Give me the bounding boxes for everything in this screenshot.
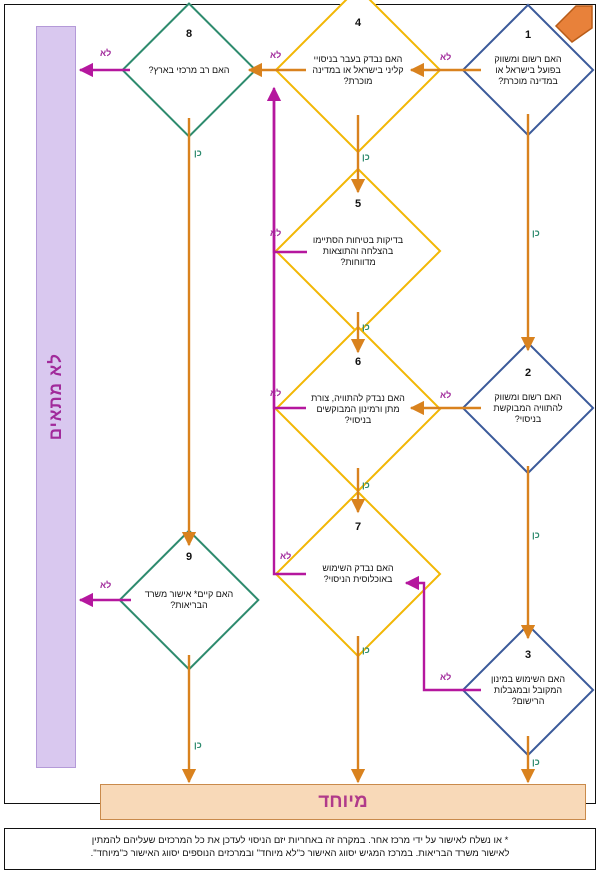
footnote-line-1: * או נשלח לאישור על ידי מרכז אחר. במקרה זה באחריות יזם הניסוי לעדכן את כל המרכזים שעליהם להמתין: [91, 835, 509, 846]
node-label: האם רב מרכזי בארץ?: [148, 64, 230, 75]
decision-node-9[interactable]: [129, 545, 249, 655]
decision-node-2[interactable]: [481, 361, 575, 455]
decision-node-3[interactable]: [481, 643, 575, 737]
footnote-line-2: לאישור משרד הבריאות. במרכז המגיש יסווג האישור כ"לא מיוחד" ובמרכזים הנוספים יסווג האישור כ"מיוחד".: [90, 848, 510, 859]
node-label: בדיקות בטיחות הסתיימו בהצלחה והתוצאות מדווחות?: [312, 234, 404, 267]
node-number: 2: [524, 367, 532, 379]
edge-label-yes-2: כן: [532, 530, 540, 540]
node-label: האם נבדק בעבר בניסויי קליני בישראל או במדינה מוכרת?: [312, 53, 404, 86]
sidebar-label: לא מתאים: [46, 353, 65, 441]
node-label: האם השימוש במינון המקובל ובמגבלות הרישום?: [490, 673, 566, 706]
decision-node-8[interactable]: [129, 22, 249, 118]
edge-label-no-9: לא: [100, 580, 112, 590]
edge-label-no-3: לא: [440, 672, 452, 682]
node-number: 5: [354, 198, 362, 210]
node-label: האם נבדק להתוויה, צורת מתן ורמינון המבוקשים בניסוי?: [311, 392, 405, 425]
not-suitable-sidebar: [36, 26, 76, 768]
edge-label-no-2: לא: [440, 390, 452, 400]
node-number: 3: [524, 649, 532, 661]
edge-label-yes-7: כן: [362, 645, 370, 655]
node-number: 7: [354, 521, 362, 533]
edge-label-no-8: לא: [100, 48, 112, 58]
banner-label: מיוחד: [318, 791, 368, 812]
edge-label-yes-9: כן: [194, 740, 202, 750]
decision-node-1[interactable]: [481, 23, 575, 117]
edge-label-yes-1: כן: [532, 228, 540, 238]
decision-node-5[interactable]: [299, 192, 417, 310]
edge-label-yes-3: כן: [532, 757, 540, 767]
edge-label-no-5: לא: [270, 228, 282, 238]
edge-label-yes-5: כן: [362, 322, 370, 332]
edge-label-no-7: לא: [280, 551, 292, 561]
decision-node-6[interactable]: [299, 350, 417, 468]
edge-label-no-4: לא: [270, 50, 282, 60]
node-number: 9: [185, 551, 193, 563]
node-label: האם רשום ומשווק להתוויה המבוקשת בניסוי?: [493, 391, 563, 424]
edge-label-yes-8: כן: [194, 148, 202, 158]
decision-node-7[interactable]: [299, 515, 417, 633]
decision-node-4[interactable]: [299, 11, 417, 129]
edge-label-yes-6: כן: [362, 480, 370, 490]
outcome-banner-special: [100, 784, 586, 820]
edge-label-no-1: לא: [440, 52, 452, 62]
node-label: האם קיים* אישור משרד הבריאות?: [144, 589, 234, 610]
node-label: האם נבדק השימוש באוכלוסית הניסוי?: [322, 563, 394, 584]
edge-label-no-6: לא: [270, 388, 282, 398]
node-number: 8: [185, 28, 193, 40]
node-number: 6: [354, 356, 362, 368]
node-number: 1: [524, 29, 532, 41]
node-label: האם רשום ומשווק בפועל בישראל או במדינה מוכרת?: [494, 53, 562, 86]
node-number: 4: [354, 17, 362, 29]
footnote-box: [4, 828, 596, 870]
edge-label-yes-4: כן: [362, 152, 370, 162]
